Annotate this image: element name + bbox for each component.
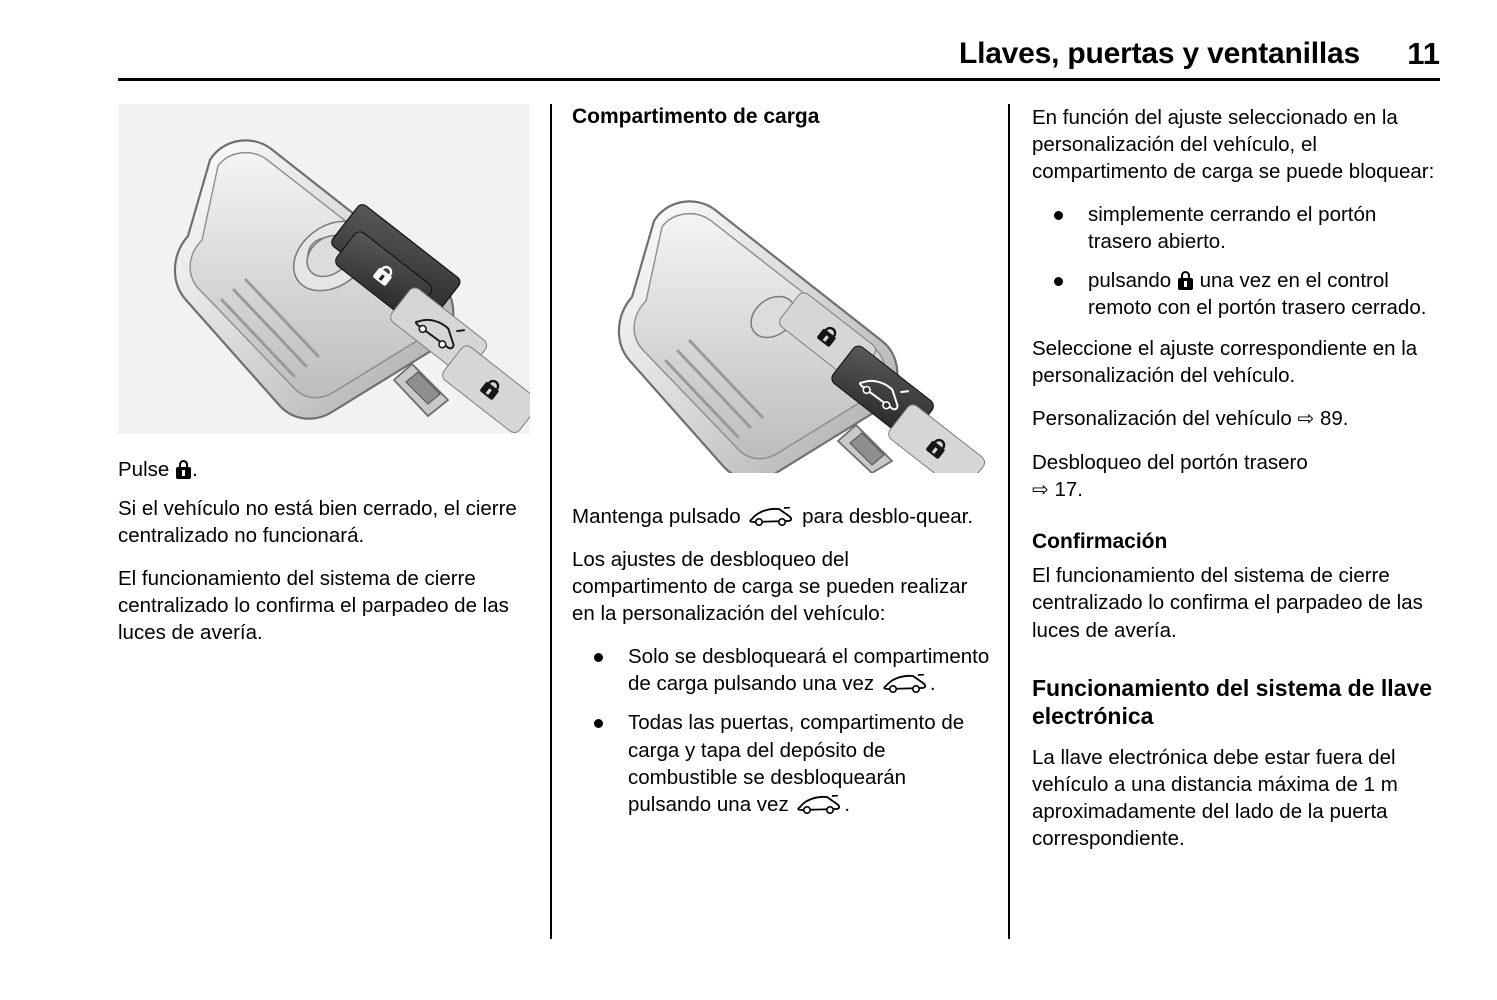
- bullet-close-tailgate: simplemente cerrando el portón trasero abierto.: [1088, 203, 1377, 254]
- key-fob-illustration-2: [572, 143, 990, 473]
- bullet-1-after: .: [929, 672, 936, 696]
- key-fob-illustration-1: [118, 104, 530, 434]
- hold-text-after: para desblo-quear.: [802, 505, 974, 529]
- bullet-1-text: Solo se desbloqueará el compartimento de carga pulsando una vez: [628, 645, 990, 696]
- heading-compartimento-carga: Compartimento de carga: [572, 105, 820, 128]
- paragraph-confirmacion: El funcionamiento del sistema de cierre centralizado lo confirma el parpadeo de las luces de avería.: [1032, 564, 1423, 642]
- press-label: Pulse: [118, 458, 170, 481]
- bullet-2-after: .: [844, 792, 851, 816]
- hold-instruction: [572, 503, 990, 530]
- bullet-2-text: Todas las puertas, compartimento de carga y tapa del depósito de combustible se desbloquearán pulsando una vez: [628, 711, 965, 816]
- paragraph-llave-electronica: La llave electrónica debe estar fuera del vehículo a una distancia máxima de 1 m aproximadamente del lado de la puerta correspondiente.: [1032, 745, 1398, 850]
- reference-personalizacion-page: 89.: [1320, 407, 1349, 431]
- column-divider-1: [550, 104, 552, 939]
- cross-reference-arrow-icon: ⇨: [1297, 408, 1315, 431]
- paragraph-select-setting: Seleccione el ajuste correspondiente en la personalización del vehículo.: [1032, 337, 1418, 388]
- column-1: [118, 104, 530, 662]
- heading-confirmacion: Confirmación: [1032, 530, 1168, 554]
- list-item: [1032, 201, 1442, 255]
- header-divider: [118, 78, 1440, 81]
- reference-desbloqueo-label: Desbloqueo del portón trasero: [1032, 450, 1308, 474]
- paragraph-intro: En función del ajuste seleccionado en la personalización del vehículo, el compartimento de carga se puede bloquear:: [1032, 106, 1435, 184]
- reference-personalizacion: [1032, 405, 1442, 432]
- hold-text-before: Mantenga pulsado: [572, 505, 741, 529]
- bullet-list-col3: [1032, 201, 1442, 321]
- list-item: [572, 643, 990, 697]
- key-fob-figure-2: [572, 143, 990, 473]
- page-number: 11: [1407, 36, 1440, 71]
- paragraph-unlock-settings: Los ajustes de desbloqueo del compartimento de carga se pueden realizar en la personalización del vehículo:: [572, 548, 968, 626]
- cargo-car-icon: [883, 674, 927, 694]
- column-2: [572, 104, 990, 832]
- cross-reference-arrow-icon: ⇨: [1032, 478, 1049, 501]
- press-instruction: [118, 456, 530, 483]
- list-item: [1032, 267, 1442, 321]
- cargo-car-icon: [797, 795, 841, 815]
- column-divider-2: [1008, 104, 1010, 939]
- key-fob-figure-1: [118, 104, 530, 434]
- column-3: [1032, 104, 1442, 868]
- bullet-press-before: pulsando: [1088, 269, 1172, 293]
- reference-desbloqueo-page: 17.: [1054, 477, 1083, 501]
- lock-icon: [176, 460, 191, 479]
- reference-desbloqueo: [1032, 449, 1442, 503]
- heading-llave-electronica: Funcionamiento del sistema de llave electrónica: [1032, 674, 1433, 729]
- page-title: Llaves, puertas y ventanillas: [958, 37, 1360, 70]
- paragraph-confirmation: El funcionamiento del sistema de cierre centralizado lo confirma el parpadeo de las luces de avería.: [118, 567, 509, 645]
- bullet-press-after: una vez en el control remoto con el portón trasero cerrado.: [1088, 269, 1427, 320]
- bullet-list-col2: [572, 643, 990, 817]
- list-item: [572, 709, 990, 817]
- lock-icon: [1178, 271, 1193, 290]
- press-period: .: [191, 458, 198, 481]
- reference-personalizacion-label: Personalización del vehículo: [1032, 407, 1292, 431]
- page-header: [118, 38, 1440, 69]
- paragraph-not-closed: Si el vehículo no está bien cerrado, el cierre centralizado no funcionará.: [118, 497, 517, 548]
- cargo-car-icon: [749, 507, 793, 527]
